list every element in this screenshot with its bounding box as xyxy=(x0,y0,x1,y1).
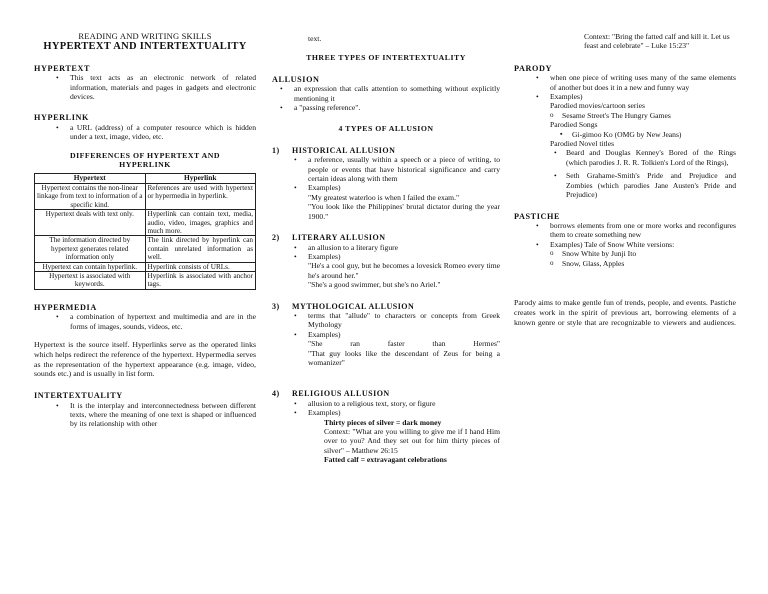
intertextuality-heading: INTERTEXTUALITY xyxy=(34,391,123,401)
historical-bullet: • Examples) xyxy=(272,183,500,192)
parody-pastiche-summary: Parody aims to make gentle fun of trends, people, and events. Pastiche creates work in the spirit of previous art, borrowing elements of a known genre or style that are recognizable to viewers and audiences. xyxy=(514,297,736,327)
pastiche-examples xyxy=(514,249,736,268)
literary-list xyxy=(272,243,500,262)
religious-number: 4) xyxy=(272,389,280,399)
table-header-row xyxy=(35,174,256,183)
historical-example: "You look like the Philippines' brutal dictator during the year 1900." xyxy=(308,202,500,221)
mythological-example: "She ran faster than Hermes" xyxy=(308,339,500,349)
table-row xyxy=(35,210,256,236)
column-2 xyxy=(272,0,500,465)
list-item: • Seth Grahame-Smith's Pride and Prejudice and Zombies (which parodies Jane Austen's Pride and Prejudice) xyxy=(514,171,736,199)
religious-allusion-heading xyxy=(272,389,500,398)
table-cell: The link directed by hyperlink can contain unrelated information as well. xyxy=(145,236,256,262)
hypermedia-heading: HYPERMEDIA xyxy=(34,302,97,312)
list-item: ▪ Gi-gimoo Ko (OMG by New Jeans) xyxy=(514,130,736,139)
hyperlink-bullet: • a URL (address) of a computer resource which is hidden under a text, image, video, etc. xyxy=(34,123,256,142)
historical-title: HISTORICAL ALLUSION xyxy=(292,145,396,155)
literary-example: "She's a good swimmer, but she's no Ariel." xyxy=(308,280,441,290)
continued-text: text. xyxy=(308,34,322,43)
hypertext-heading: HYPERTEXT xyxy=(34,63,91,73)
allusion-heading: ALLUSION xyxy=(272,74,320,84)
differences-table xyxy=(34,173,256,289)
mythological-bullet: • terms that "allude" to characters or concepts from Greek Mythology xyxy=(272,311,500,330)
table-cell: Hypertext is associated with keywords. xyxy=(35,271,146,289)
page-title: HYPERTEXT AND INTERTEXTUALITY xyxy=(43,41,247,53)
table-row xyxy=(35,183,256,209)
parody-heading: PARODY xyxy=(514,63,553,73)
literary-example: "He's a cool guy, but he becomes a lovesick Romeo every time he's around her." xyxy=(308,261,500,280)
four-types-heading: 4 TYPES OF ALLUSION xyxy=(338,124,434,134)
intertextuality-bullet: • It is the interplay and interconnectedness between different texts, where the meaning of one text is shaped or influenced by its relationship with other xyxy=(34,401,256,429)
parody-bullet: • when one piece of writing uses many of the same elements of another but does it in a new and funny way xyxy=(514,73,736,92)
allusion-bullet: • a "passing reference". xyxy=(272,103,500,112)
parody-list xyxy=(514,73,736,101)
literary-bullet: • Examples) xyxy=(272,252,500,261)
parody-category-list xyxy=(514,130,736,139)
table-row xyxy=(35,262,256,271)
religious-example-context: Context: "What are you willing to give me if I hand Him over to you? And they set out for him thirty pieces of silver" – Matthew 26:15 xyxy=(324,427,500,455)
column-3 xyxy=(514,0,736,327)
mythological-title: MYTHOLOGICAL ALLUSION xyxy=(292,301,415,311)
religious-list xyxy=(272,399,500,418)
list-item: o Sesame Street's The Hungry Games xyxy=(514,111,736,120)
table-cell: Hypertext deals with text only. xyxy=(35,210,146,236)
mythological-allusion-heading xyxy=(272,302,500,311)
column-1 xyxy=(34,0,256,429)
historical-allusion-heading xyxy=(272,146,500,155)
table-cell: Hypertext can contain hyperlink. xyxy=(35,262,146,271)
historical-example: "My greatest waterloo is when I failed the exam." xyxy=(308,192,460,202)
literary-title: LITERARY ALLUSION xyxy=(292,233,386,243)
list-item: o Snow, Glass, Apples xyxy=(514,259,736,268)
mythological-example: "That guy looks like the descendant of Zeus for being a womanizer" xyxy=(308,348,500,367)
hyperlink-list xyxy=(34,123,256,142)
hypermedia-bullet: • a combination of hypertext and multimedia and are in the forms of images, sounds, videos, etc. xyxy=(34,312,256,331)
parody-category-list xyxy=(514,111,736,120)
subject-label: READING AND WRITING SKILLS xyxy=(78,31,212,41)
hypertext-list xyxy=(34,73,256,101)
religious-bullet: • allusion to a religious text, story, or figure xyxy=(272,399,500,408)
parody-category: Parodied movies/cartoon series xyxy=(550,101,645,111)
literary-number: 2) xyxy=(272,233,280,243)
table-row xyxy=(35,236,256,262)
mythological-number: 3) xyxy=(272,301,280,311)
table-cell: Hyperlink is associated with anchor tags. xyxy=(145,271,256,289)
religious-example-term: Fatted calf = extravagant celebrations xyxy=(324,455,447,465)
literary-allusion-heading xyxy=(272,233,500,242)
pastiche-bullet: • Examples) Tale of Snow White versions: xyxy=(514,240,736,249)
parody-category: Parodied Songs xyxy=(550,120,598,130)
intertextuality-list xyxy=(34,401,256,429)
historical-list xyxy=(272,155,500,193)
table-header-hyperlink: Hyperlink xyxy=(145,174,256,183)
pastiche-bullet: • borrows elements from one or more works and reconfigures them to create something new xyxy=(514,221,736,240)
religious-example-term: Thirty pieces of silver = dark money xyxy=(324,417,442,427)
historical-number: 1) xyxy=(272,145,280,155)
table-cell: Hypertext contains the non-linear linkage from text to information of a specific kind. xyxy=(35,183,146,209)
historical-bullet: • a reference, usually within a speech or a piece of writing, to people or events that have historical significance and carry certain ideas along with them xyxy=(272,155,500,183)
hyperlink-heading: HYPERLINK xyxy=(34,113,89,123)
parody-bullet: • Examples) xyxy=(514,92,736,101)
hypermedia-list xyxy=(34,312,256,331)
table-cell: Hyperlink consists of URLs. xyxy=(145,262,256,271)
allusion-list xyxy=(272,84,500,112)
parody-category-list xyxy=(514,148,736,199)
hypertext-bullet: • This text acts as an electronic network of related information, materials and pages in gadgets and electronic devices. xyxy=(34,73,256,101)
list-item: • Beard and Douglas Kenney's Bored of the Rings (which parodies J. R. R. Tolkien's Lord of the Rings), xyxy=(514,148,736,167)
pastiche-heading: PASTICHE xyxy=(514,211,561,221)
table-cell: The information directed by hypertext generates related information only xyxy=(35,236,146,262)
pastiche-list xyxy=(514,221,736,249)
context-continued: Context: "Bring the fatted calf and kill it. Let us feast and celebrate" – Luke 15:23" xyxy=(584,32,730,51)
three-types-heading: THREE TYPES OF INTERTEXTUALITY xyxy=(306,53,466,63)
table-cell: Hyperlink can contain text, media, audio, video, images, graphics and much more. xyxy=(145,210,256,236)
list-item: o Snow White by Junji Ito xyxy=(514,249,736,258)
parody-category: Parodied Novel titles xyxy=(550,139,615,149)
differences-heading: DIFFERENCES OF HYPERTEXT AND HYPERLINK xyxy=(70,150,220,170)
table-header-hypertext: Hypertext xyxy=(35,174,146,183)
literary-bullet: • an allusion to a literary figure xyxy=(272,243,500,252)
table-row xyxy=(35,271,256,289)
mythological-bullet: • Examples) xyxy=(272,330,500,339)
allusion-bullet: • an expression that calls attention to something without explicitly mentioning it xyxy=(272,84,500,103)
hypertext-summary-paragraph: Hypertext is the source itself. Hyperlinks serve as the operated links which helps redirect the reference of the hypertext. Hypermedia serves as the representation of the hypertext appearance (e.g. image, video, sounds etc.) and is usually in list form. xyxy=(34,339,256,379)
table-cell: References are used with hypertext or hypermedia in hyperlink. xyxy=(145,183,256,209)
religious-title: RELIGIOUS ALLUSION xyxy=(292,389,390,399)
mythological-list xyxy=(272,311,500,339)
religious-bullet: • Examples) xyxy=(272,408,500,417)
